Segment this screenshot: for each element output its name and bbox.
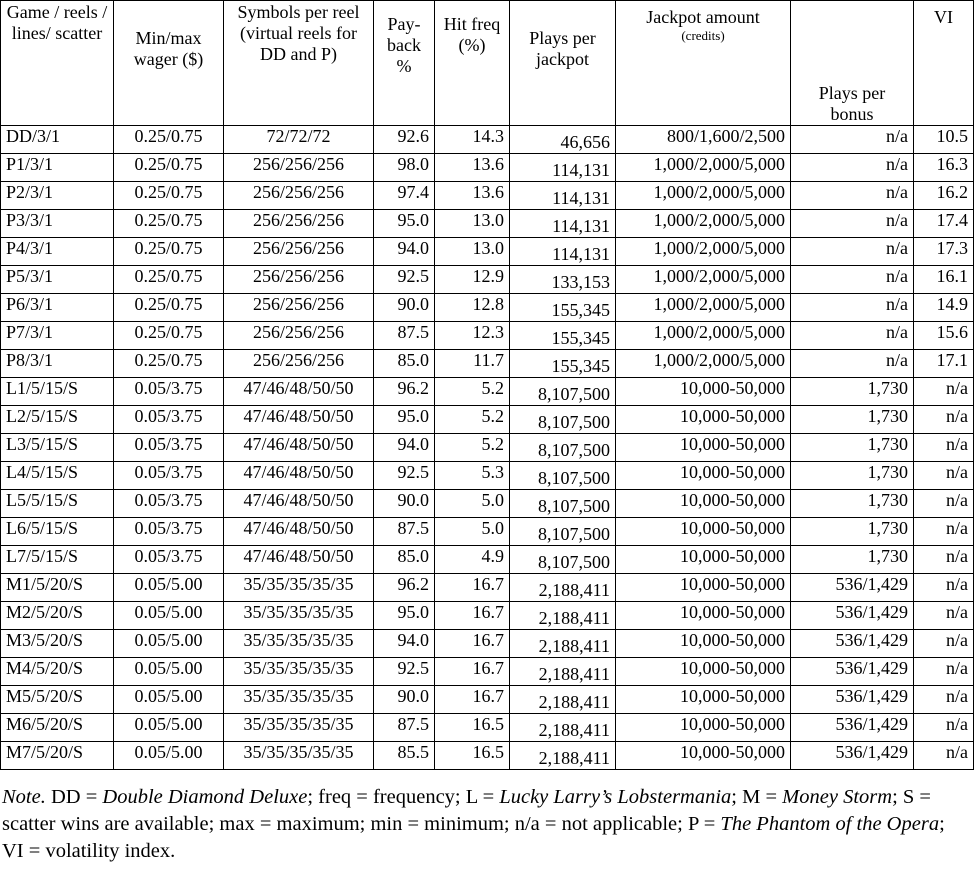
cell-symbols: 47/46/48/50/50 xyxy=(224,490,374,518)
cell-plays-per-bonus: 536/1,429 xyxy=(791,714,914,742)
cell-symbols: 35/35/35/35/35 xyxy=(224,602,374,630)
cell-symbols: 256/256/256 xyxy=(224,350,374,378)
cell-hit-freq: 16.7 xyxy=(435,630,510,658)
cell-vi: n/a xyxy=(914,406,974,434)
cell-jackpot-amount: 10,000-50,000 xyxy=(616,518,791,546)
cell-game: L6/5/15/S xyxy=(1,518,114,546)
cell-plays-per-jackpot: 46,656 xyxy=(510,126,616,154)
cell-wager: 0.25/0.75 xyxy=(114,154,224,182)
cell-wager: 0.25/0.75 xyxy=(114,266,224,294)
cell-wager: 0.05/5.00 xyxy=(114,658,224,686)
cell-vi: n/a xyxy=(914,518,974,546)
cell-plays-per-jackpot: 2,188,411 xyxy=(510,714,616,742)
cell-hit-freq: 16.7 xyxy=(435,602,510,630)
cell-game: P8/3/1 xyxy=(1,350,114,378)
cell-plays-per-bonus: n/a xyxy=(791,294,914,322)
cell-payback: 98.0 xyxy=(374,154,435,182)
cell-wager: 0.25/0.75 xyxy=(114,294,224,322)
cell-vi: 17.3 xyxy=(914,238,974,266)
cell-plays-per-bonus: 536/1,429 xyxy=(791,658,914,686)
cell-plays-per-jackpot: 2,188,411 xyxy=(510,630,616,658)
cell-game: M2/5/20/S xyxy=(1,602,114,630)
cell-hit-freq: 5.0 xyxy=(435,518,510,546)
cell-jackpot-amount: 800/1,600/2,500 xyxy=(616,126,791,154)
cell-wager: 0.25/0.75 xyxy=(114,126,224,154)
cell-symbols: 256/256/256 xyxy=(224,154,374,182)
cell-vi: 16.1 xyxy=(914,266,974,294)
table-body xyxy=(1,126,974,770)
cell-symbols: 35/35/35/35/35 xyxy=(224,686,374,714)
cell-plays-per-bonus: n/a xyxy=(791,154,914,182)
header-payback: Pay-back % xyxy=(374,1,435,126)
cell-vi: 16.3 xyxy=(914,154,974,182)
cell-plays-per-jackpot: 8,107,500 xyxy=(510,546,616,574)
cell-plays-per-bonus: n/a xyxy=(791,238,914,266)
cell-game: M5/5/20/S xyxy=(1,686,114,714)
table-row xyxy=(1,378,974,406)
cell-wager: 0.05/5.00 xyxy=(114,602,224,630)
header-vi: VI xyxy=(914,1,974,126)
cell-hit-freq: 14.3 xyxy=(435,126,510,154)
table-row xyxy=(1,602,974,630)
cell-hit-freq: 5.0 xyxy=(435,490,510,518)
cell-plays-per-jackpot: 8,107,500 xyxy=(510,490,616,518)
cell-wager: 0.05/3.75 xyxy=(114,378,224,406)
cell-plays-per-bonus: n/a xyxy=(791,266,914,294)
cell-game: P3/3/1 xyxy=(1,210,114,238)
cell-payback: 90.0 xyxy=(374,490,435,518)
cell-plays-per-bonus: 536/1,429 xyxy=(791,630,914,658)
cell-symbols: 47/46/48/50/50 xyxy=(224,546,374,574)
cell-symbols: 35/35/35/35/35 xyxy=(224,714,374,742)
cell-game: M7/5/20/S xyxy=(1,742,114,770)
cell-jackpot-amount: 10,000-50,000 xyxy=(616,406,791,434)
cell-vi: n/a xyxy=(914,602,974,630)
table-row xyxy=(1,266,974,294)
cell-symbols: 47/46/48/50/50 xyxy=(224,378,374,406)
cell-wager: 0.25/0.75 xyxy=(114,350,224,378)
table-row xyxy=(1,686,974,714)
cell-plays-per-jackpot: 8,107,500 xyxy=(510,434,616,462)
header-symbols: Symbols per reel (virtual reels for DD and P) xyxy=(224,1,374,126)
cell-payback: 85.0 xyxy=(374,350,435,378)
cell-vi: 10.5 xyxy=(914,126,974,154)
cell-game: M6/5/20/S xyxy=(1,714,114,742)
cell-symbols: 47/46/48/50/50 xyxy=(224,518,374,546)
cell-hit-freq: 13.0 xyxy=(435,210,510,238)
table-row xyxy=(1,742,974,770)
cell-vi: n/a xyxy=(914,686,974,714)
cell-game: L4/5/15/S xyxy=(1,462,114,490)
cell-hit-freq: 12.9 xyxy=(435,266,510,294)
cell-payback: 95.0 xyxy=(374,602,435,630)
cell-plays-per-bonus: n/a xyxy=(791,350,914,378)
cell-game: P6/3/1 xyxy=(1,294,114,322)
cell-vi: 15.6 xyxy=(914,322,974,350)
cell-game: P1/3/1 xyxy=(1,154,114,182)
cell-jackpot-amount: 10,000-50,000 xyxy=(616,602,791,630)
cell-symbols: 35/35/35/35/35 xyxy=(224,742,374,770)
cell-payback: 97.4 xyxy=(374,182,435,210)
cell-wager: 0.05/5.00 xyxy=(114,742,224,770)
cell-jackpot-amount: 10,000-50,000 xyxy=(616,686,791,714)
cell-symbols: 256/256/256 xyxy=(224,294,374,322)
cell-plays-per-bonus: 1,730 xyxy=(791,490,914,518)
cell-game: M3/5/20/S xyxy=(1,630,114,658)
cell-hit-freq: 5.2 xyxy=(435,406,510,434)
cell-game: M1/5/20/S xyxy=(1,574,114,602)
cell-plays-per-jackpot: 114,131 xyxy=(510,154,616,182)
cell-wager: 0.25/0.75 xyxy=(114,210,224,238)
cell-plays-per-jackpot: 114,131 xyxy=(510,210,616,238)
cell-wager: 0.05/3.75 xyxy=(114,462,224,490)
cell-wager: 0.05/5.00 xyxy=(114,714,224,742)
cell-hit-freq: 16.5 xyxy=(435,714,510,742)
cell-symbols: 256/256/256 xyxy=(224,182,374,210)
cell-plays-per-bonus: 1,730 xyxy=(791,462,914,490)
note-game-title: Double Diamond Deluxe xyxy=(102,786,308,808)
cell-plays-per-bonus: 536/1,429 xyxy=(791,574,914,602)
cell-vi: n/a xyxy=(914,462,974,490)
cell-game: DD/3/1 xyxy=(1,126,114,154)
cell-hit-freq: 4.9 xyxy=(435,546,510,574)
table-row xyxy=(1,406,974,434)
cell-game: L7/5/15/S xyxy=(1,546,114,574)
cell-game: L5/5/15/S xyxy=(1,490,114,518)
cell-game: L3/5/15/S xyxy=(1,434,114,462)
cell-jackpot-amount: 10,000-50,000 xyxy=(616,574,791,602)
note-text: ; S = scatter wins are available; max = maximum; min = minimum; n/a = not applicable; P = xyxy=(2,786,931,835)
note-label: Note. xyxy=(2,786,46,808)
cell-vi: n/a xyxy=(914,490,974,518)
cell-payback: 90.0 xyxy=(374,294,435,322)
cell-vi: n/a xyxy=(914,378,974,406)
table-row xyxy=(1,350,974,378)
cell-symbols: 256/256/256 xyxy=(224,238,374,266)
cell-plays-per-jackpot: 8,107,500 xyxy=(510,378,616,406)
cell-symbols: 72/72/72 xyxy=(224,126,374,154)
cell-jackpot-amount: 10,000-50,000 xyxy=(616,378,791,406)
cell-payback: 92.6 xyxy=(374,126,435,154)
cell-game: P4/3/1 xyxy=(1,238,114,266)
table-row xyxy=(1,630,974,658)
cell-plays-per-jackpot: 8,107,500 xyxy=(510,462,616,490)
cell-plays-per-jackpot: 2,188,411 xyxy=(510,742,616,770)
cell-jackpot-amount: 10,000-50,000 xyxy=(616,714,791,742)
cell-payback: 87.5 xyxy=(374,518,435,546)
cell-wager: 0.05/5.00 xyxy=(114,686,224,714)
cell-game: P7/3/1 xyxy=(1,322,114,350)
header-game: Game / reels / lines/ scatter xyxy=(1,1,114,126)
cell-payback: 95.0 xyxy=(374,406,435,434)
table-row xyxy=(1,154,974,182)
cell-plays-per-jackpot: 2,188,411 xyxy=(510,574,616,602)
cell-symbols: 256/256/256 xyxy=(224,322,374,350)
cell-hit-freq: 13.6 xyxy=(435,154,510,182)
cell-plays-per-bonus: n/a xyxy=(791,322,914,350)
cell-hit-freq: 13.6 xyxy=(435,182,510,210)
cell-jackpot-amount: 1,000/2,000/5,000 xyxy=(616,182,791,210)
cell-plays-per-bonus: 536/1,429 xyxy=(791,686,914,714)
cell-payback: 95.0 xyxy=(374,210,435,238)
table-row xyxy=(1,546,974,574)
cell-plays-per-jackpot: 2,188,411 xyxy=(510,602,616,630)
cell-symbols: 35/35/35/35/35 xyxy=(224,574,374,602)
note-text: ; M = xyxy=(731,786,783,808)
cell-plays-per-bonus: 536/1,429 xyxy=(791,742,914,770)
cell-plays-per-jackpot: 2,188,411 xyxy=(510,658,616,686)
cell-payback: 94.0 xyxy=(374,630,435,658)
table-row xyxy=(1,322,974,350)
table-row xyxy=(1,518,974,546)
cell-vi: 17.4 xyxy=(914,210,974,238)
cell-jackpot-amount: 1,000/2,000/5,000 xyxy=(616,154,791,182)
cell-payback: 96.2 xyxy=(374,378,435,406)
cell-plays-per-bonus: 1,730 xyxy=(791,546,914,574)
cell-game: P2/3/1 xyxy=(1,182,114,210)
cell-wager: 0.25/0.75 xyxy=(114,322,224,350)
cell-jackpot-amount: 10,000-50,000 xyxy=(616,546,791,574)
cell-wager: 0.05/3.75 xyxy=(114,434,224,462)
note-text: ; freq = frequency; L = xyxy=(307,786,500,808)
cell-payback: 94.0 xyxy=(374,238,435,266)
note-game-title: Money Storm xyxy=(782,786,893,808)
note-text: DD = xyxy=(45,786,103,808)
cell-plays-per-bonus: n/a xyxy=(791,126,914,154)
cell-vi: 16.2 xyxy=(914,182,974,210)
cell-jackpot-amount: 1,000/2,000/5,000 xyxy=(616,322,791,350)
cell-hit-freq: 12.3 xyxy=(435,322,510,350)
cell-hit-freq: 16.7 xyxy=(435,686,510,714)
cell-plays-per-jackpot: 155,345 xyxy=(510,350,616,378)
cell-payback: 85.5 xyxy=(374,742,435,770)
cell-plays-per-bonus: 1,730 xyxy=(791,406,914,434)
cell-vi: n/a xyxy=(914,434,974,462)
cell-payback: 90.0 xyxy=(374,686,435,714)
cell-game: P5/3/1 xyxy=(1,266,114,294)
cell-symbols: 35/35/35/35/35 xyxy=(224,630,374,658)
cell-payback: 94.0 xyxy=(374,434,435,462)
cell-payback: 92.5 xyxy=(374,266,435,294)
cell-hit-freq: 16.7 xyxy=(435,658,510,686)
cell-jackpot-amount: 10,000-50,000 xyxy=(616,434,791,462)
table-row xyxy=(1,658,974,686)
cell-vi: n/a xyxy=(914,546,974,574)
table-row xyxy=(1,490,974,518)
cell-symbols: 256/256/256 xyxy=(224,266,374,294)
cell-jackpot-amount: 1,000/2,000/5,000 xyxy=(616,210,791,238)
cell-wager: 0.05/5.00 xyxy=(114,574,224,602)
cell-vi: n/a xyxy=(914,658,974,686)
cell-hit-freq: 5.3 xyxy=(435,462,510,490)
cell-payback: 92.5 xyxy=(374,462,435,490)
cell-vi: n/a xyxy=(914,714,974,742)
table-row xyxy=(1,574,974,602)
cell-symbols: 47/46/48/50/50 xyxy=(224,462,374,490)
cell-game: L2/5/15/S xyxy=(1,406,114,434)
cell-vi: n/a xyxy=(914,574,974,602)
cell-jackpot-amount: 10,000-50,000 xyxy=(616,742,791,770)
header-jackpot-label: Jackpot amount xyxy=(646,7,760,27)
table-row xyxy=(1,210,974,238)
cell-plays-per-bonus: n/a xyxy=(791,182,914,210)
cell-plays-per-bonus: 536/1,429 xyxy=(791,602,914,630)
cell-symbols: 35/35/35/35/35 xyxy=(224,658,374,686)
cell-payback: 96.2 xyxy=(374,574,435,602)
header-hit-freq: Hit freq (%) xyxy=(435,1,510,126)
table-row xyxy=(1,182,974,210)
cell-vi: 14.9 xyxy=(914,294,974,322)
cell-game: L1/5/15/S xyxy=(1,378,114,406)
cell-jackpot-amount: 1,000/2,000/5,000 xyxy=(616,350,791,378)
table-row xyxy=(1,294,974,322)
table-row xyxy=(1,462,974,490)
cell-wager: 0.25/0.75 xyxy=(114,238,224,266)
cell-plays-per-jackpot: 133,153 xyxy=(510,266,616,294)
cell-plays-per-jackpot: 155,345 xyxy=(510,294,616,322)
cell-symbols: 256/256/256 xyxy=(224,210,374,238)
cell-payback: 87.5 xyxy=(374,322,435,350)
cell-wager: 0.05/3.75 xyxy=(114,406,224,434)
cell-wager: 0.05/3.75 xyxy=(114,546,224,574)
cell-game: M4/5/20/S xyxy=(1,658,114,686)
cell-plays-per-bonus: 1,730 xyxy=(791,434,914,462)
header-plays-per-bonus: Plays per bonus xyxy=(791,1,914,126)
cell-hit-freq: 11.7 xyxy=(435,350,510,378)
header-jackpot-unit: (credits) xyxy=(681,28,725,43)
cell-wager: 0.05/3.75 xyxy=(114,518,224,546)
cell-payback: 87.5 xyxy=(374,714,435,742)
header-wager: Min/max wager ($) xyxy=(114,1,224,126)
cell-plays-per-bonus: 1,730 xyxy=(791,378,914,406)
table-row xyxy=(1,126,974,154)
cell-plays-per-jackpot: 8,107,500 xyxy=(510,518,616,546)
note-text: ; VI = volatility index. xyxy=(2,813,945,862)
cell-jackpot-amount: 1,000/2,000/5,000 xyxy=(616,266,791,294)
header-plays-per-jackpot: Plays per jackpot xyxy=(510,1,616,126)
cell-plays-per-bonus: 1,730 xyxy=(791,518,914,546)
cell-symbols: 47/46/48/50/50 xyxy=(224,406,374,434)
note-game-title: Lucky Larry’s Lobstermania xyxy=(499,786,732,808)
note-game-title: The Phantom of the Opera xyxy=(720,813,940,835)
cell-plays-per-jackpot: 155,345 xyxy=(510,322,616,350)
cell-symbols: 47/46/48/50/50 xyxy=(224,434,374,462)
table-row xyxy=(1,714,974,742)
cell-plays-per-bonus: n/a xyxy=(791,210,914,238)
table-row xyxy=(1,434,974,462)
cell-hit-freq: 12.8 xyxy=(435,294,510,322)
cell-jackpot-amount: 10,000-50,000 xyxy=(616,658,791,686)
cell-hit-freq: 16.7 xyxy=(435,574,510,602)
cell-jackpot-amount: 10,000-50,000 xyxy=(616,490,791,518)
cell-plays-per-jackpot: 114,131 xyxy=(510,182,616,210)
table-note xyxy=(2,784,967,865)
cell-vi: n/a xyxy=(914,630,974,658)
cell-vi: n/a xyxy=(914,742,974,770)
cell-plays-per-jackpot: 114,131 xyxy=(510,238,616,266)
cell-plays-per-jackpot: 2,188,411 xyxy=(510,686,616,714)
cell-jackpot-amount: 1,000/2,000/5,000 xyxy=(616,238,791,266)
cell-hit-freq: 16.5 xyxy=(435,742,510,770)
cell-plays-per-jackpot: 8,107,500 xyxy=(510,406,616,434)
cell-jackpot-amount: 10,000-50,000 xyxy=(616,630,791,658)
cell-jackpot-amount: 1,000/2,000/5,000 xyxy=(616,294,791,322)
cell-jackpot-amount: 10,000-50,000 xyxy=(616,462,791,490)
table-row xyxy=(1,238,974,266)
cell-wager: 0.05/5.00 xyxy=(114,630,224,658)
cell-payback: 85.0 xyxy=(374,546,435,574)
cell-hit-freq: 5.2 xyxy=(435,434,510,462)
header-row xyxy=(1,1,974,126)
cell-payback: 92.5 xyxy=(374,658,435,686)
cell-wager: 0.25/0.75 xyxy=(114,182,224,210)
cell-vi: 17.1 xyxy=(914,350,974,378)
cell-hit-freq: 13.0 xyxy=(435,238,510,266)
header-jackpot-amount xyxy=(616,1,791,126)
cell-hit-freq: 5.2 xyxy=(435,378,510,406)
cell-wager: 0.05/3.75 xyxy=(114,490,224,518)
